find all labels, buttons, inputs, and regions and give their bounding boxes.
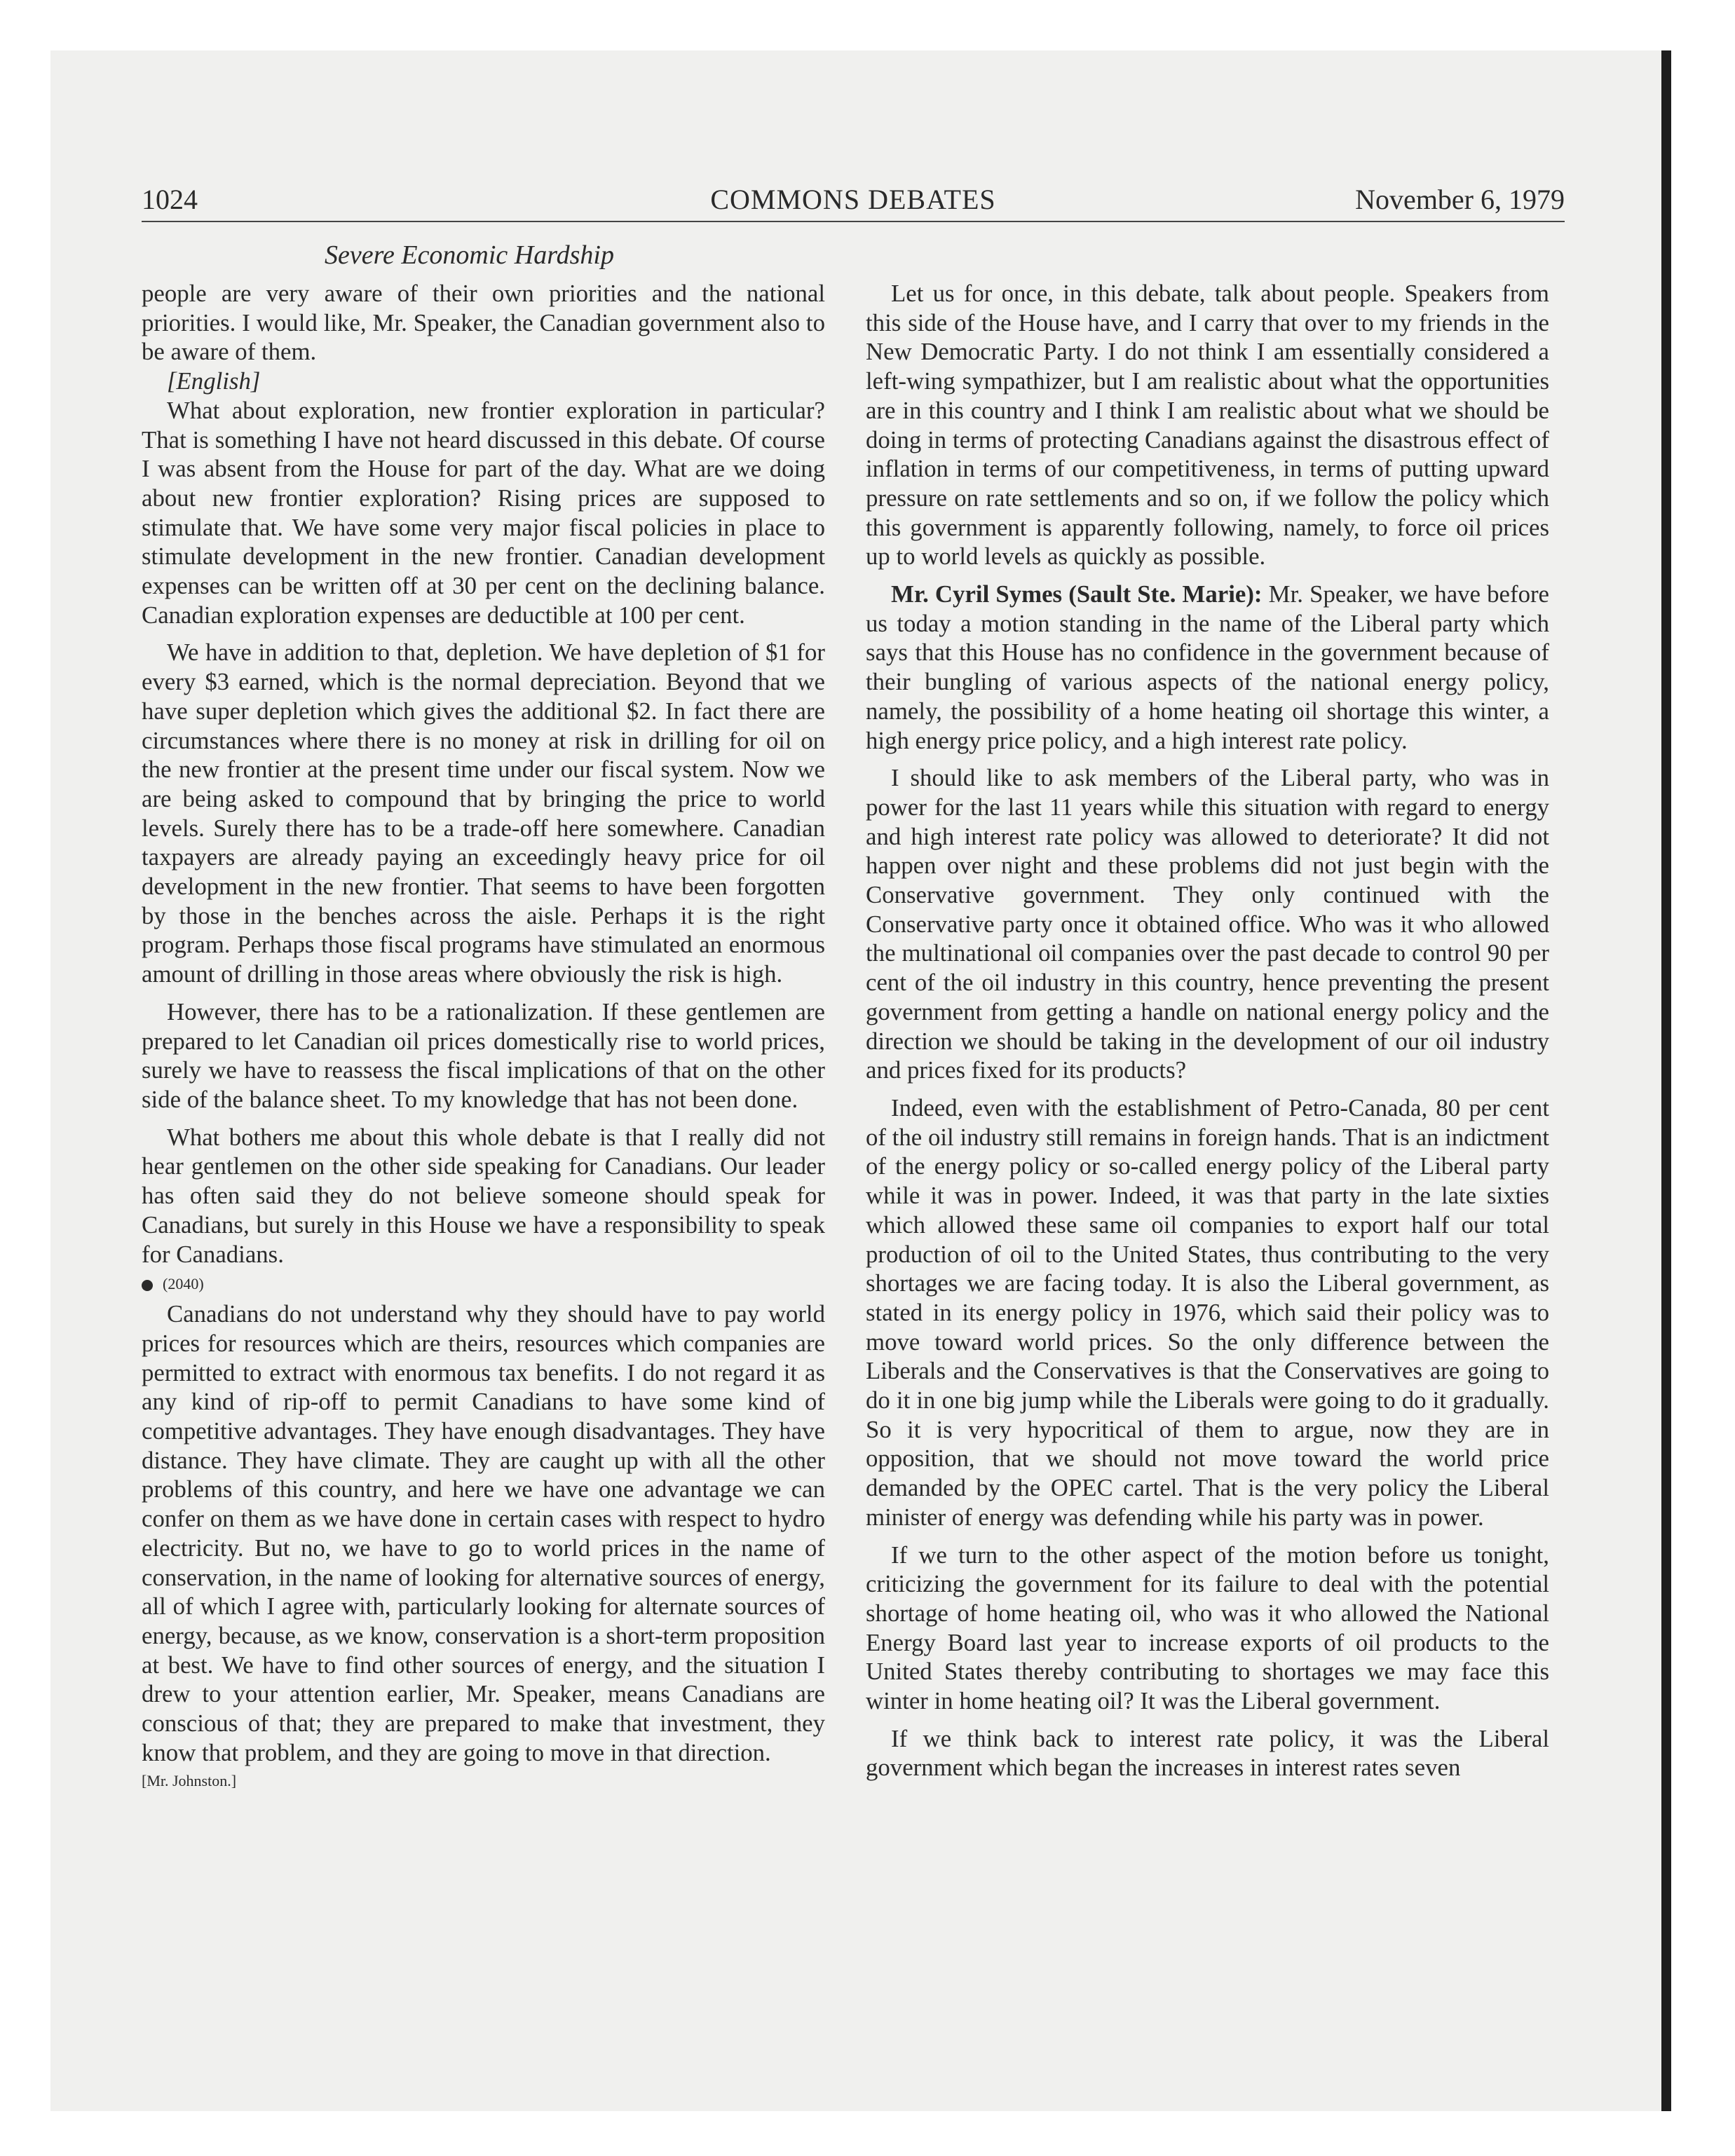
paragraph: If we think back to interest rate policy, it was the Liberal government which began the increases in interest rates seven bbox=[866, 1724, 1549, 1782]
page-header bbox=[142, 179, 1565, 222]
page-number: 1024 bbox=[142, 184, 198, 215]
paragraph: If we turn to the other aspect of the motion before us tonight, criticizing the government for its failure to deal with the potential shortage of home heating oil, who was it who allowed the National Energy Board last year to increase exports of oil products to the United States thereby contributing to shortages we may face this winter in home heating oil? It was the Liberal government. bbox=[866, 1541, 1549, 1715]
publication-title: COMMONS DEBATES bbox=[710, 184, 996, 215]
left-column bbox=[142, 231, 825, 1949]
paragraph: people are very aware of their own priorities and the national priorities. I would like, Mr. Speaker, the Canadian government also to be aware of them. bbox=[142, 280, 825, 366]
running-head: Severe Economic Hardship bbox=[325, 240, 614, 270]
paragraph: Indeed, even with the establishment of Petro-Canada, 80 per cent of the oil industry still remains in foreign hands. That is an indictment of the energy policy or so-called energy policy of the Liberal party while it was in power. Indeed, it was that party in the late sixties which allowed these same oil companies to export half our total production of oil to the United States, thus contributing to the very shortages we are facing today. It is also the Liberal government, as stated in its energy policy in 1976, which said their policy was to move toward world prices. So the only difference between the Liberals and the Conservatives is that the Conservatives are going to do it in one big jump while the Liberals were going to do it gradually. So it is very hypocritical of them to argue, now they are in opposition, that we should not move toward the world price demanded by the OPEC cartel. That is the very policy the Liberal minister of energy was defending while his party was in power. bbox=[866, 1093, 1549, 1531]
right-column bbox=[866, 279, 1549, 1996]
speech-intro: Mr. Cyril Symes (Sault Ste. Marie): Mr. Speaker, we have before us today a motion standing in the name of the Liberal party which says that this House has no confidence in the government because of their bungling of various aspects of the national energy policy, namely, the possibility of a home heating oil shortage this winter, a high energy price policy, and a high interest rate policy. bbox=[866, 580, 1550, 754]
paragraph: What bothers me about this whole debate is that I really did not hear gentlemen on the other side speaking for Canadians. Our leader has often said they do not believe someone should speak for Canadians, but surely in this House we have a responsibility to speak for Canadians. bbox=[142, 1123, 825, 1268]
paragraph: I should like to ask members of the Liberal party, who was in power for the last 11 years while this situation with regard to energy and high interest rate policy was allowed to deteriorate? It did not happen over night and these problems did not just begin with the Conservative government. They only continued with the Conservative party once it obtained office. Who was it who allowed the multinational oil companies over the past decade to control 90 per cent of the oil industry in this country, hence preventing the present government from getting a handle on national energy policy and the direction we should be taking in the development of our oil industry and prices fixed for its products? bbox=[866, 764, 1549, 1084]
paragraph: However, there has to be a rationalization. If these gentlemen are prepared to let Canadian oil prices domestically rise to world prices, surely we have to reassess the fiscal implications of that on the other side of the balance sheet. To my knowledge that has not been done. bbox=[142, 997, 825, 1113]
speaker-name: Mr. Cyril Symes (Sault Ste. Marie): bbox=[891, 580, 1263, 608]
paragraph: Canadians do not understand why they should have to pay world prices for resources which are theirs, resources which companies are permitted to extract with enormous tax benefits. I do not regard it as any kind of rip-off to permit Canadians to have some kind of competitive advantages. They have enough disadvantages. They have distance. They have climate. They are caught up with all the other problems of this country, and here we have one advantage we can confer on them as we have done in certain cases with respect to hydro electricity. But no, we have to go to world prices in the name of conservation, in the name of looking for alternative sources of energy, all of which I agree with, particularly looking for alternate sources of energy, because, as we know, conservation is a short-term proposition at best. We have to find other sources of energy, and the situation I drew to your attention earlier, Mr. Speaker, means Canadians are conscious of that; they are prepared to make that investment, they know that problem, and they are going to move in that direction. bbox=[142, 1300, 825, 1766]
paragraph: We have in addition to that, depletion. We have depletion of $1 for every $3 earned, which is the normal depreciation. Beyond that we have super depletion which gives the additional $2. In fact there are circumstances where there is no money at risk in drilling for oil on the new frontier at the present time under our fiscal system. Now we are being asked to compound that by bringing the price to world levels. Surely there has to be a trade-off here somewhere. Canadian taxpayers are already paying an exceedingly heavy price for oil development in the new frontier. That seems to have been forgotten by those in the benches across the aisle. Perhaps it is the right program. Perhaps those fiscal programs have stimulated an enormous amount of drilling in those areas where obviously the risk is high. bbox=[142, 639, 825, 988]
bullet-icon bbox=[142, 1280, 153, 1291]
paragraph: What about exploration, new frontier exploration in particular? That is something I have not heard discussed in this debate. Of course I was absent from the House for part of the day. What are we doing about new frontier exploration? Rising prices are supposed to stimulate that. We have some very major fiscal policies in place to stimulate development in the new frontier. Canadian development expenses can be written off at 30 per cent on the declining balance. Canadian exploration expenses are deductible at 100 per cent. bbox=[142, 396, 825, 629]
time-marker: (2040) bbox=[142, 1269, 825, 1299]
speaker-footer: [Mr. Johnston.] bbox=[142, 1772, 237, 1790]
scan-edge bbox=[1661, 50, 1671, 2111]
paragraph: Let us for once, in this debate, talk about people. Speakers from this side of the House have, and I carry that over to my friends in the New Democratic Party. I do not think I am essentially considered a left-wing sympathizer, but I am realistic about what the opportunities are in this country and I think I am realistic about what we should be doing in terms of protecting Canadians against the disastrous effect of inflation in terms of our competitiveness, in terms of putting upward pressure on rate settlements and so on, if we follow the policy which this government is apparently following, namely, to force oil prices up to world levels as quickly as possible. bbox=[866, 280, 1549, 571]
publication-date: November 6, 1979 bbox=[1355, 184, 1565, 215]
language-tag: [English] bbox=[167, 367, 261, 395]
